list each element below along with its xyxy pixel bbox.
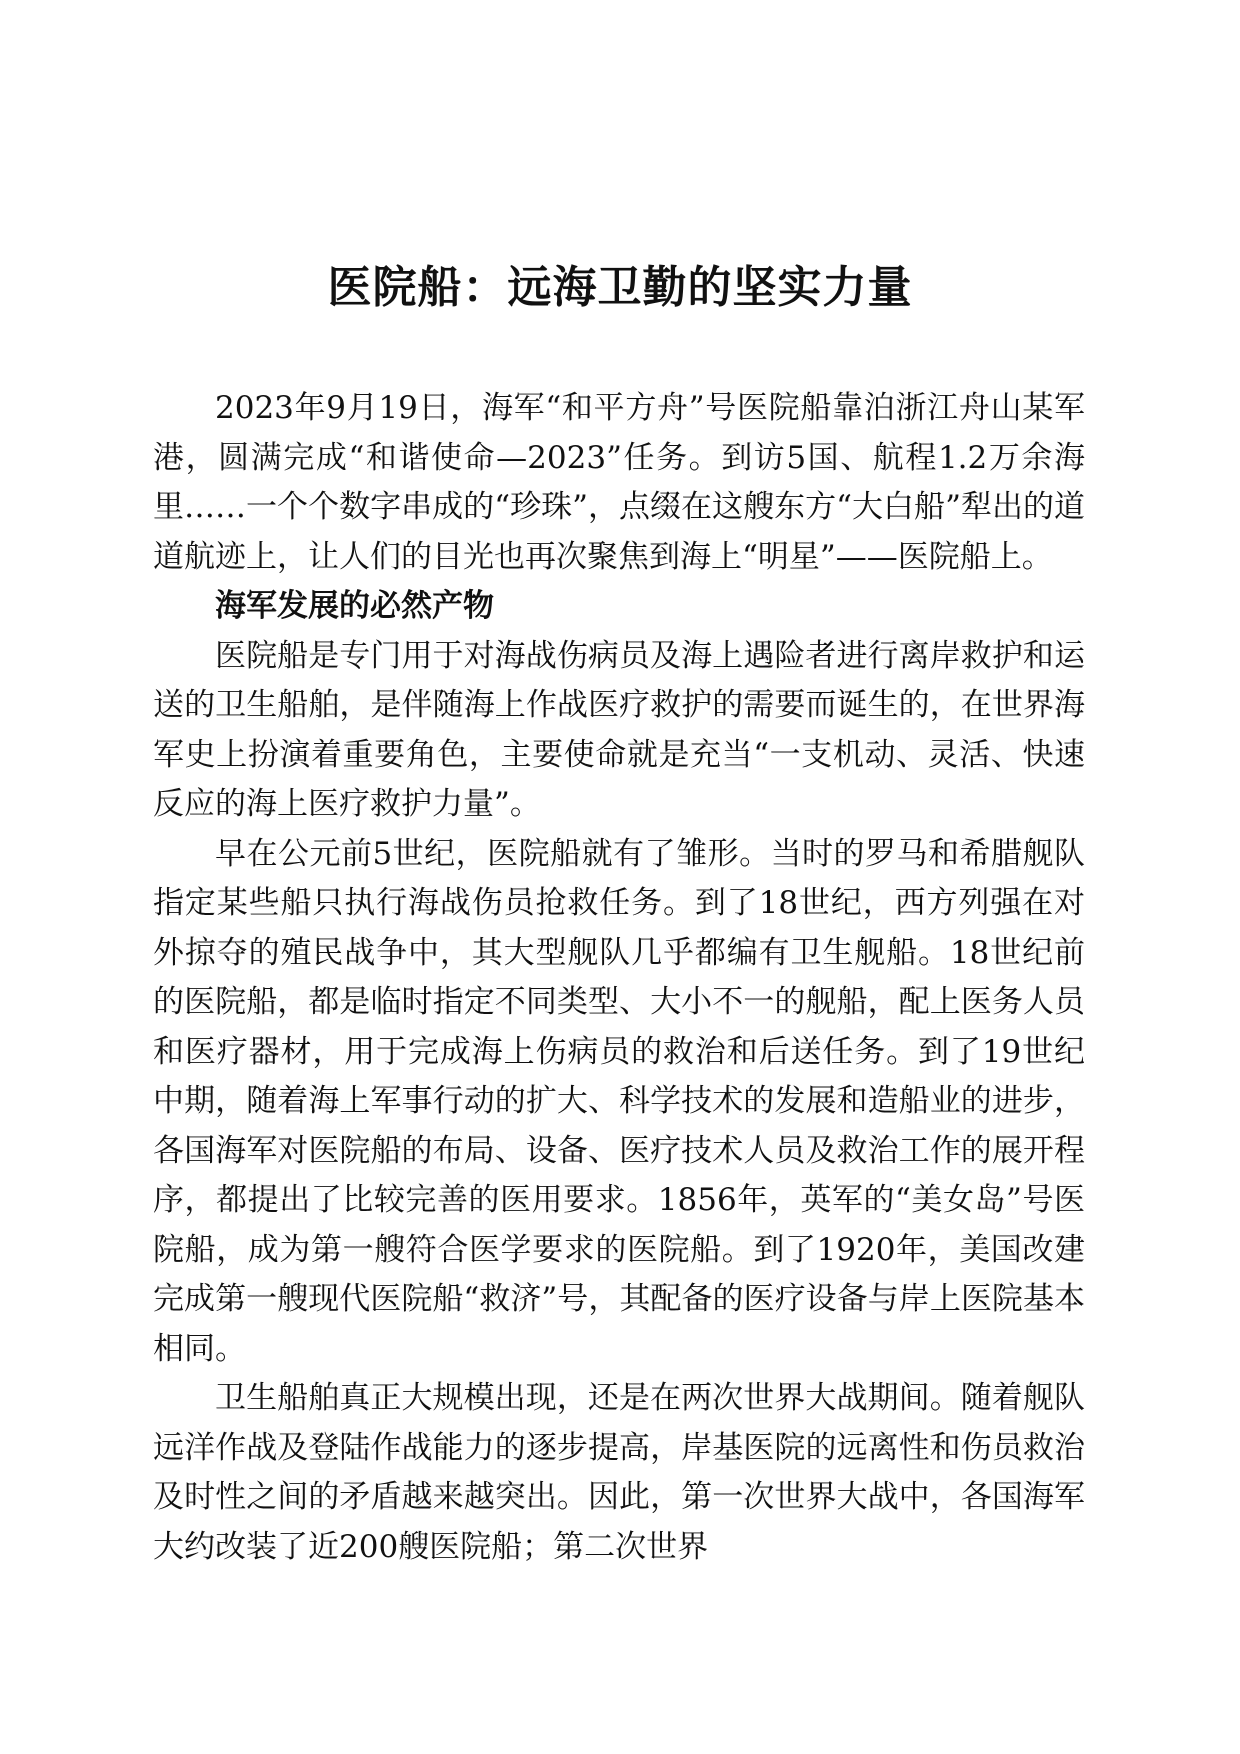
paragraph-history: 早在公元前5世纪，医院船就有了雏形。当时的罗马和希腊舰队指定某些船只执行海战伤员抢救任务。到了18世纪，西方列强在对外掠夺的殖民战争中，其大型舰队几乎都编有卫生舰船。18世纪前的医院船，都是临时指定不同类型、大小不一的舰船，配上医务人员和医疗器材，用于完成海上伤病员的救治和后送任务。到了19世纪中期，随着海上军事行动的扩大、科学技术的发展和造船业的进步，各国海军对医院船的布局、设备、医疗技术人员及救治工作的展开程序，都提出了比较完善的医用要求。1856年，英军的“美女岛”号医院船，成为第一艘符合医学要求的医院船。到了1920年，美国改建完成第一艘现代医院船“救济”号，其配备的医疗设备与岸上医院基本相同。: [153, 835, 1085, 1367]
section-heading: 海军发展的必然产物: [215, 588, 494, 624]
article-body: [153, 384, 1085, 1572]
paragraph-definition: 医院船是专门用于对海战伤病员及海上遇险者进行离岸救护和运送的卫生船舶，是伴随海上作战医疗救护的需要而诞生的，在世界海军史上扮演着重要角色，主要使命就是充当“一支机动、灵活、快速反应的海上医疗救护力量”。: [153, 637, 1085, 822]
paragraph-world-wars: 卫生船舶真正大规模出现，还是在两次世界大战期间。随着舰队远洋作战及登陆作战能力的逐步提高，岸基医院的远离性和伤员救治及时性之间的矛盾越来越突出。因此，第一次世界大战中，各国海军大约改装了近200艘医院船；第二次世界: [153, 1380, 1085, 1565]
paragraph-intro: 2023年9月19日，海军“和平方舟”号医院船靠泊浙江舟山某军港，圆满完成“和谐使命—2023”任务。到访5国、航程1.2万余海里……一个个数字串成的“珍珠”，点缀在这艘东方“大白船”犁出的道道航迹上，让人们的目光也再次聚焦到海上“明星”——医院船上。: [153, 390, 1085, 575]
article-title: 医院船：远海卫勤的坚实力量: [327, 262, 913, 313]
